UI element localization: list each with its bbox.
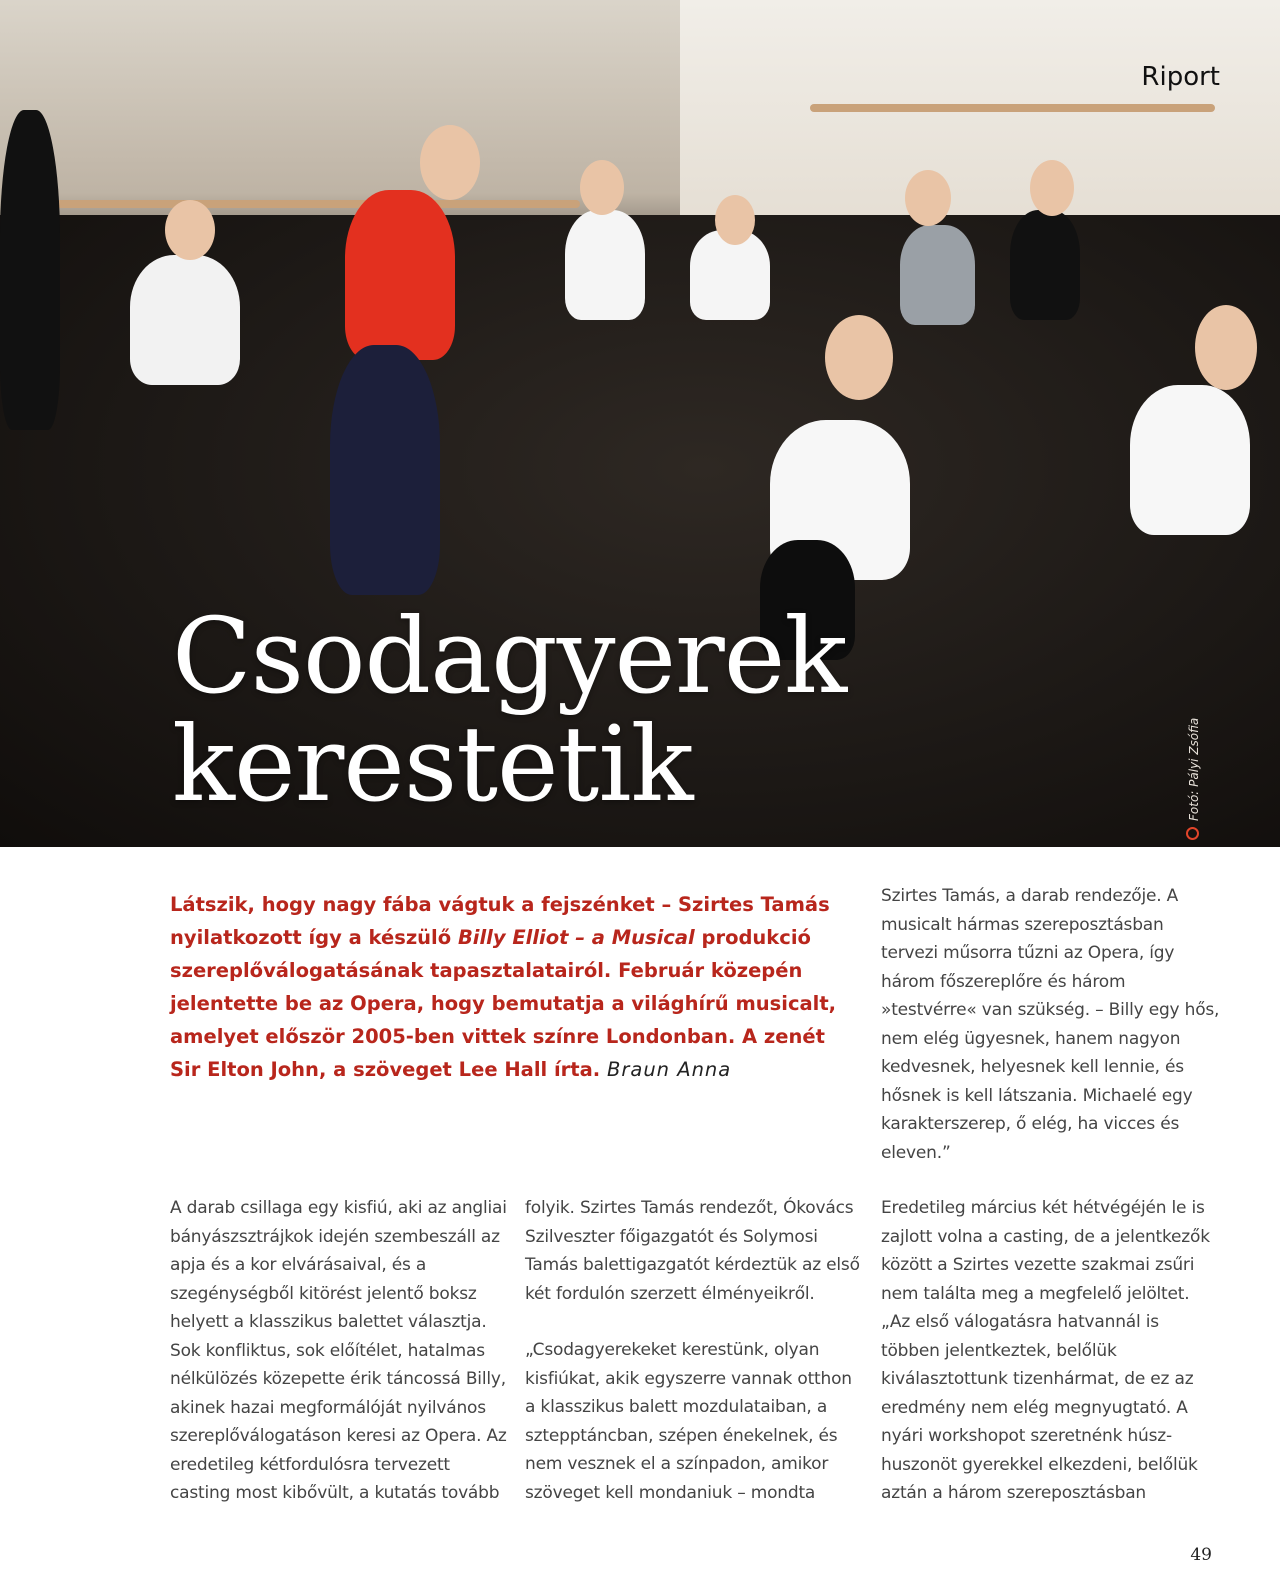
dancer-head <box>1195 305 1257 390</box>
page-number: 49 <box>1190 1545 1212 1565</box>
lead-production-title: Billy Elliot – a Musical <box>457 926 695 949</box>
lead-text-2: produkció szereplőválogatásának tapasztalatairól. Február közepén jelentette be az Opera, hogy bemutatja a világhírű musicalt, amelyet először 2005-ben vittek színre Londonban. A zenét Sir Elton John, a szöveget Lee Hall írta. <box>170 926 837 1081</box>
instructor-figure <box>345 190 455 360</box>
body-paragraph: folyik. Szirtes Tamás rendezőt, Ókovács Szilveszter főigazgatót és Solymosi Tamás balettigazgatót kérdeztük az első két fordulón szerzett élményeikről. <box>525 1198 860 1304</box>
instructor-legs <box>330 345 440 595</box>
dancer-head <box>825 315 893 400</box>
column-1 <box>170 1194 510 1508</box>
title-line-1: Csodagyerek <box>172 595 847 717</box>
page-title <box>172 595 847 825</box>
body-paragraph: A darab csillaga egy kisfiú, aki az angliai bányászsztrájkok idején szembeszáll az apja és a kor elvárásaival, és a szegénységből kitörést jelentő boksz helyett a klasszikus balettet választja. Sok konfliktus, sok előítélet, hatalmas nélkülözés közepette érik táncossá Billy, akinek hazai megformálóját nyilvános szereplőválogatáson keresi az Opera. Az eredetileg kétfordulósra tervezett casting most kibővült, a kutatás tovább <box>170 1198 507 1503</box>
dancer-figure <box>1130 385 1250 535</box>
column-3 <box>881 1194 1221 1508</box>
dancer-head <box>1030 160 1074 216</box>
dancer-head <box>905 170 951 226</box>
adult-figure <box>0 110 60 430</box>
ballet-barre <box>40 200 580 208</box>
dancer-head <box>715 195 755 245</box>
lead-paragraph <box>170 888 860 1086</box>
column-2 <box>525 1194 865 1507</box>
instructor-head <box>420 125 480 200</box>
circle-icon <box>1186 827 1199 840</box>
section-label: Riport <box>1141 62 1220 92</box>
body-paragraph: „Csodagyerekeket kerestünk, olyan kisfiúkat, akik egyszerre vannak otthon a klasszikus balett mozdulataiban, a sztepptáncban, szépen énekelnek, és nem vesznek el a színpadon, amikor szöveget kell mondaniuk – mondta <box>525 1340 852 1503</box>
dancer-figure <box>900 225 975 325</box>
dancer-head <box>580 160 624 215</box>
lead-text-1: Látszik, hogy nagy fába vágtuk a fejszénket – Szirtes Tamás nyilatkozott így a készülő <box>170 893 830 949</box>
dancer-figure <box>130 255 240 385</box>
title-line-2: kerestetik <box>172 703 693 825</box>
column-top-right <box>881 882 1221 1167</box>
dancer-head <box>165 200 215 260</box>
photo-credit-text: Fotó: Pályi Zsófia <box>1187 717 1201 821</box>
photo-credit <box>1186 690 1206 840</box>
ballet-barre-right <box>810 104 1215 112</box>
body-paragraph: Szirtes Tamás, a darab rendezője. A musicalt hármas szereposztásban tervezi műsorra tűzni az Opera, így három főszereplőre és három »testvérre« van szükség. – Billy egy hős, nem elég ügyesnek, hanem nagyon kedvesnek, helyesnek kell lennie, és hősnek is kell látszania. Michaelé egy karakterszerep, ő elég, ha vicces és eleven.” <box>881 886 1220 1163</box>
dancer-figure <box>1010 210 1080 320</box>
dancer-figure <box>565 210 645 320</box>
author-byline: Braun Anna <box>606 1058 732 1081</box>
body-paragraph: Eredetileg március két hétvégéjén le is zajlott volna a casting, de a jelentkezők között a Szirtes vezette szakmai zsűri nem találta meg a megfelelő jelöltet. „Az első válogatásra hatvannál is többen jelentkeztek, belőlük kiválasztottunk tizenhármat, de ez az eredmény nem elég megnyugtató. A nyári workshopot szeretnénk húsz-huszonöt gyerekkel elkezdeni, belőlük aztán a három szereposztásban <box>881 1198 1210 1503</box>
